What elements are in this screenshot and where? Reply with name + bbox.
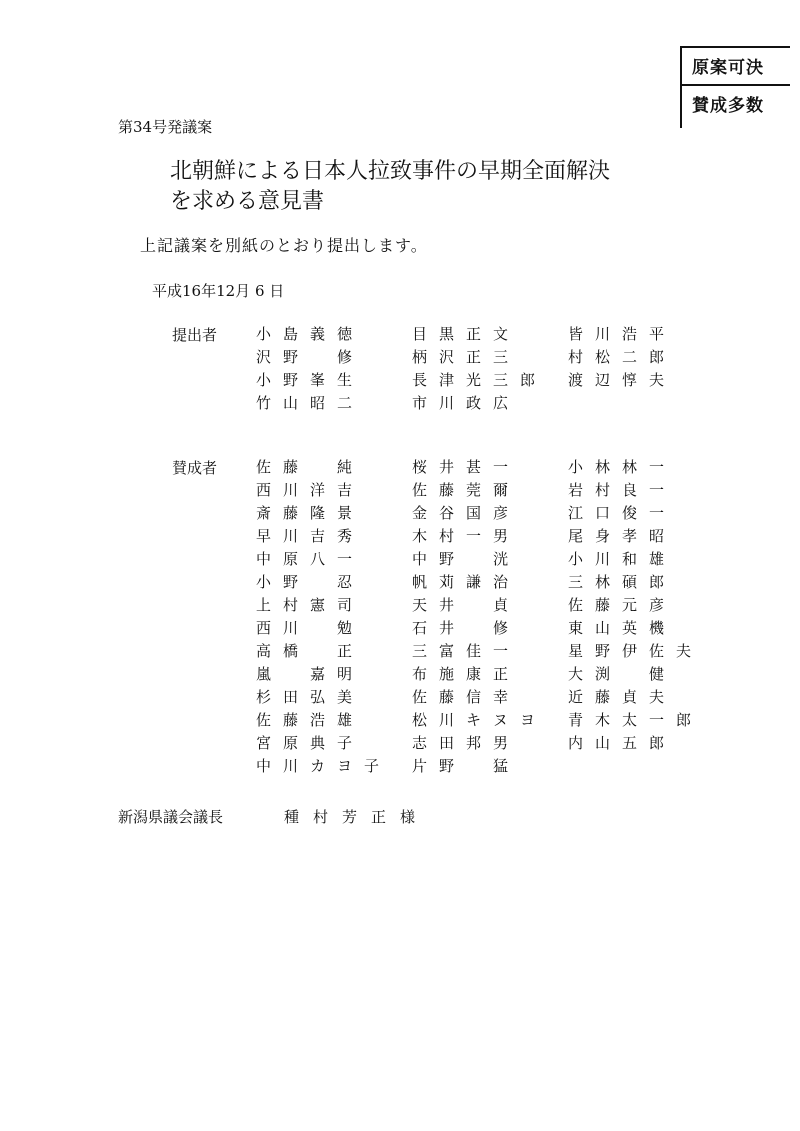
name-row	[256, 346, 724, 369]
name-row	[256, 594, 724, 617]
supporter-name: 内山五郎	[568, 734, 677, 752]
supporter-name: 金谷国彦	[412, 504, 521, 522]
title-line-2: を求める意見書	[170, 189, 325, 214]
proposer-name: 小島義徳	[256, 325, 365, 343]
name-row	[256, 640, 724, 663]
proposer-name: 沢野 修	[256, 348, 365, 366]
name-row	[256, 392, 724, 415]
supporter-name: 星野伊佐夫	[568, 642, 704, 660]
addressee	[118, 806, 429, 827]
addressee-name: 種村芳正様	[284, 808, 430, 826]
supporter-name: 大渕 健	[568, 665, 677, 683]
supporter-name: 中川カヨ子	[256, 757, 392, 775]
supporter-name: 岩村良一	[568, 481, 677, 499]
supporter-name: 志田邦男	[412, 734, 521, 752]
document-title	[170, 157, 610, 217]
supporter-name: 布施康正	[412, 665, 521, 683]
supporter-name: 東山英機	[568, 619, 677, 637]
supporter-name: 木村一男	[412, 527, 521, 545]
supporter-name: 帆苅謙治	[412, 573, 521, 591]
supporter-name: 江口俊一	[568, 504, 677, 522]
name-row	[256, 709, 724, 732]
supporter-name: 早川吉秀	[256, 527, 365, 545]
name-row	[256, 617, 724, 640]
supporter-name: 佐藤 純	[256, 458, 365, 476]
submission-date: 平成16年12月 6 日	[152, 282, 285, 300]
name-row	[256, 686, 724, 709]
name-row	[256, 502, 724, 525]
supporter-name: 三富佳一	[412, 642, 521, 660]
supporter-name: 青木太一郎	[568, 711, 704, 729]
title-line-1: 北朝鮮による日本人拉致事件の早期全面解決	[170, 159, 611, 184]
proposer-name: 市川政広	[412, 394, 521, 412]
supporter-name: 高橋 正	[256, 642, 365, 660]
supporter-name: 西川 勉	[256, 619, 365, 637]
supporter-name: 佐藤浩雄	[256, 711, 365, 729]
name-row	[256, 525, 724, 548]
name-row	[256, 571, 724, 594]
supporter-name: 小野 忍	[256, 573, 365, 591]
name-row	[256, 323, 724, 346]
supporters-label: 賛成者	[172, 459, 218, 477]
proposers-label: 提出者	[172, 326, 218, 344]
supporter-name: 斎藤隆景	[256, 504, 365, 522]
proposers-list	[256, 323, 724, 415]
supporter-name: 中原八一	[256, 550, 365, 568]
supporter-name: 中野 洸	[412, 550, 521, 568]
supporter-name: 三林碩郎	[568, 573, 677, 591]
approval-stamp	[680, 46, 790, 128]
name-row	[256, 479, 724, 502]
addressee-title: 新潟県議会議長	[118, 808, 224, 826]
supporter-name: 尾身孝昭	[568, 527, 677, 545]
proposer-name: 小野峯生	[256, 371, 365, 389]
bill-number: 第34号発議案	[118, 118, 213, 136]
stamp-result: 原案可決	[682, 46, 790, 86]
supporter-name: 佐藤元彦	[568, 596, 677, 614]
proposer-name: 長津光三郎	[412, 371, 548, 389]
supporter-name: 宮原典子	[256, 734, 365, 752]
supporter-name: 嵐 嘉明	[256, 665, 365, 683]
supporter-name: 西川洋吉	[256, 481, 365, 499]
proposer-name: 竹山昭二	[256, 394, 365, 412]
supporter-name: 佐藤莞爾	[412, 481, 521, 499]
supporter-name: 片野 猛	[412, 757, 521, 775]
name-row	[256, 548, 724, 571]
name-row	[256, 369, 724, 392]
supporter-name: 松川キヌヨ	[412, 711, 547, 729]
proposer-name: 渡辺惇夫	[568, 371, 677, 389]
proposer-name: 目黒正文	[412, 325, 521, 343]
supporter-name: 佐藤信幸	[412, 688, 521, 706]
supporter-name: 小川和雄	[568, 550, 677, 568]
supporter-name: 桜井甚一	[412, 458, 521, 476]
supporter-name: 石井 修	[412, 619, 521, 637]
proposer-name: 柄沢正三	[412, 348, 521, 366]
supporters-list	[256, 456, 724, 778]
name-row	[256, 755, 724, 778]
supporter-name: 小林林一	[568, 458, 677, 476]
name-row	[256, 456, 724, 479]
proposer-name: 村松二郎	[568, 348, 677, 366]
stamp-vote: 賛成多数	[692, 96, 764, 116]
submission-statement: 上記議案を別紙のとおり提出します。	[140, 236, 428, 255]
supporter-name: 天井 貞	[412, 596, 521, 614]
supporter-name: 上村憲司	[256, 596, 365, 614]
supporter-name: 杉田弘美	[256, 688, 365, 706]
proposer-name: 皆川浩平	[568, 325, 677, 343]
supporter-name: 近藤貞夫	[568, 688, 677, 706]
name-row	[256, 732, 724, 755]
name-row	[256, 663, 724, 686]
